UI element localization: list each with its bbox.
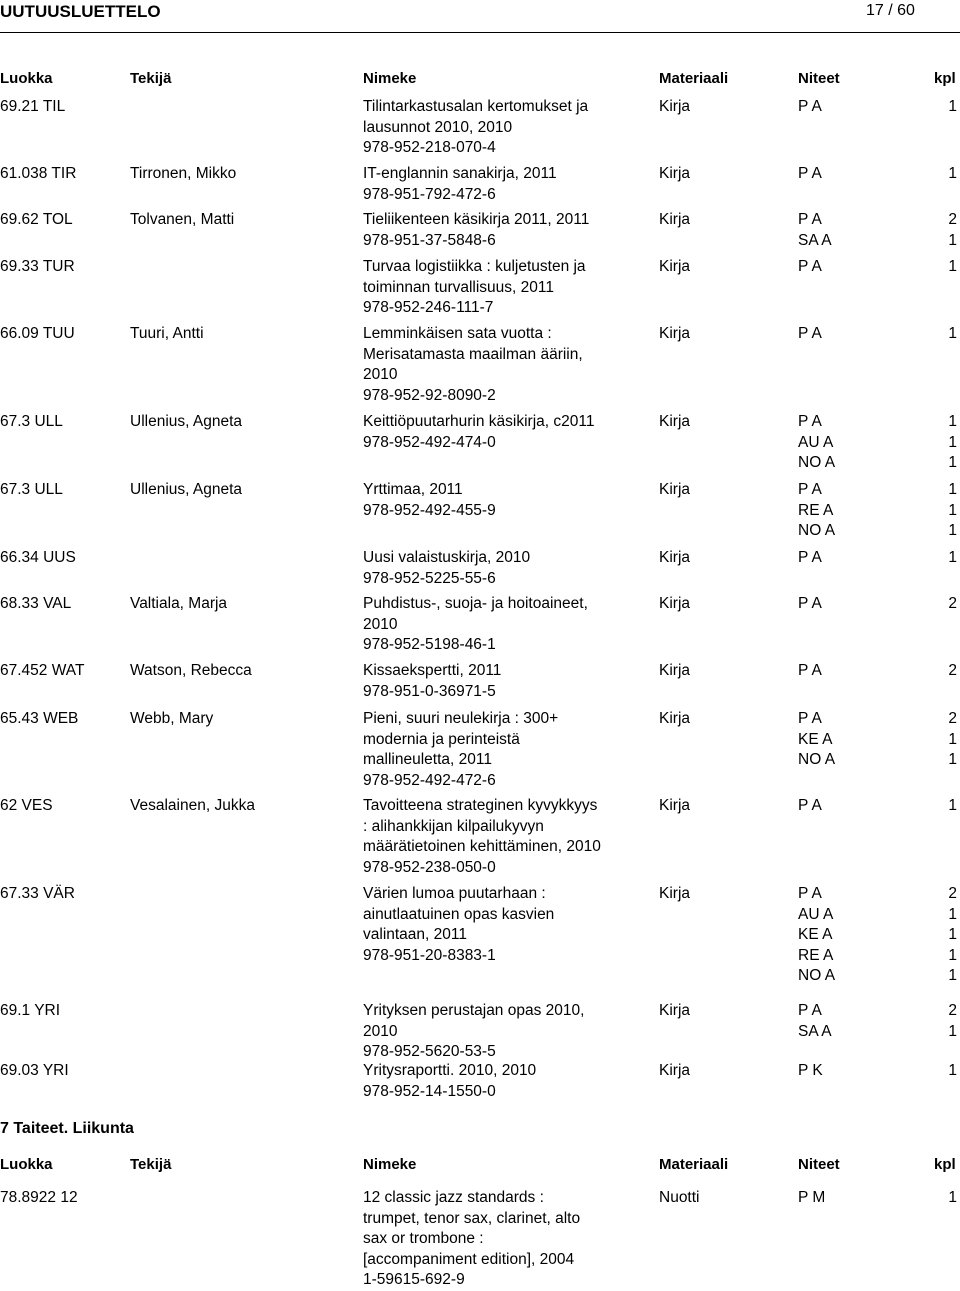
nimeke-line: 978-951-37-5848-6: [363, 231, 496, 249]
luokka-cell: 68.33 VAL: [0, 595, 72, 612]
materiaali-cell: Kirja: [659, 595, 691, 612]
kpl-line: 1: [948, 1022, 957, 1040]
niteet-line: P A: [798, 595, 822, 612]
nimeke-line: 2010: [363, 1022, 398, 1040]
nimeke-line: 978-952-492-472-6: [363, 771, 496, 789]
kpl-cell: [930, 1061, 960, 1082]
nimeke-line: trumpet, tenor sax, clarinet, alto: [363, 1209, 581, 1227]
kpl-line: 1: [948, 454, 957, 471]
kpl-line: 1: [948, 165, 957, 182]
nimeke-line: 978-951-20-8383-1: [363, 946, 496, 964]
niteet-line: KE A: [798, 926, 833, 943]
niteet-line: P A: [798, 885, 822, 902]
nimeke-cell: [363, 164, 643, 205]
materiaali-cell: Kirja: [659, 413, 691, 430]
materiaali-cell: Kirja: [659, 885, 691, 902]
niteet-line: KE A: [798, 730, 833, 748]
niteet-line: P A: [798, 413, 822, 430]
niteet-cell: [798, 480, 835, 542]
tekija-cell: Ullenius, Agneta: [130, 481, 243, 498]
niteet-cell: [798, 1061, 823, 1082]
kpl-cell: [930, 210, 960, 251]
header-luokka: Luokka: [0, 1156, 53, 1173]
nimeke-line: määrätietoinen kehittäminen, 2010: [363, 838, 601, 855]
tekija-cell: Ullenius, Agneta: [130, 413, 243, 430]
header-tekija: Tekijä: [130, 70, 172, 87]
header-materiaali: Materiaali: [659, 70, 729, 87]
nimeke-line: Tilintarkastusalan kertomukset ja: [363, 98, 589, 115]
niteet-line: P A: [798, 549, 822, 566]
kpl-line: 2: [948, 710, 957, 727]
nimeke-line: toiminnan turvallisuus, 2011: [363, 278, 554, 296]
nimeke-cell: [363, 1188, 643, 1291]
tekija-cell: Tuuri, Antti: [130, 325, 204, 342]
luokka-cell: 69.1 YRI: [0, 1002, 61, 1019]
kpl-cell: [930, 97, 960, 118]
title-rule: [0, 32, 960, 33]
kpl-line: 2: [948, 662, 957, 679]
nimeke-cell: [363, 324, 643, 406]
header-kpl: kpl: [934, 70, 956, 87]
page-number: 17 / 60: [866, 2, 915, 19]
luokka-cell: 66.34 UUS: [0, 549, 76, 566]
materiaali-cell: Kirja: [659, 325, 691, 342]
kpl-line: 2: [948, 885, 957, 902]
nimeke-line: Värien lumoa puutarhaan :: [363, 885, 546, 902]
niteet-line: P A: [798, 662, 822, 679]
luokka-cell: 61.038 TIR: [0, 165, 77, 182]
kpl-line: 2: [948, 211, 957, 228]
niteet-line: P A: [798, 325, 822, 342]
kpl-line: 1: [948, 413, 957, 430]
nimeke-line: valintaan, 2011: [363, 926, 467, 943]
materiaali-cell: Kirja: [659, 710, 691, 727]
nimeke-line: [accompaniment edition], 2004: [363, 1250, 575, 1268]
luokka-cell: 67.33 VÄR: [0, 885, 75, 902]
niteet-cell: [798, 548, 822, 569]
nimeke-cell: [363, 884, 643, 966]
materiaali-cell: Kirja: [659, 1002, 691, 1019]
luokka-cell: 67.3 ULL: [0, 413, 63, 430]
kpl-line: 1: [948, 98, 957, 115]
kpl-line: 1: [948, 433, 957, 451]
materiaali-cell: Kirja: [659, 662, 691, 679]
niteet-line: P A: [798, 797, 822, 814]
niteet-line: P A: [798, 481, 822, 498]
header-nimeke: Nimeke: [363, 1156, 417, 1173]
luokka-cell: 66.09 TUU: [0, 325, 75, 342]
niteet-line: P A: [798, 211, 822, 228]
nimeke-line: Uusi valaistuskirja, 2010: [363, 549, 531, 566]
niteet-line: P A: [798, 165, 822, 182]
nimeke-line: Tavoitteena strateginen kyvykkyys: [363, 797, 598, 814]
nimeke-line: 978-952-5620-53-5: [363, 1043, 496, 1060]
nimeke-cell: [363, 412, 643, 453]
materiaali-cell: Kirja: [659, 797, 691, 814]
luokka-cell: 69.33 TUR: [0, 258, 75, 275]
nimeke-line: 978-952-5198-46-1: [363, 636, 496, 653]
tekija-cell: Watson, Rebecca: [130, 662, 252, 679]
kpl-line: 1: [948, 1189, 957, 1206]
nimeke-line: Merisatamasta maailman ääriin,: [363, 345, 583, 363]
niteet-line: SA A: [798, 231, 832, 249]
header-niteet: Niteet: [798, 1156, 840, 1173]
niteet-cell: [798, 257, 822, 278]
materiaali-cell: Kirja: [659, 165, 691, 182]
materiaali-cell: Kirja: [659, 549, 691, 566]
nimeke-line: Lemminkäisen sata vuotta :: [363, 325, 552, 342]
nimeke-line: 2010: [363, 366, 398, 383]
table-header: [0, 70, 960, 90]
nimeke-cell: [363, 594, 643, 656]
nimeke-cell: [363, 1061, 643, 1102]
nimeke-line: Puhdistus-, suoja- ja hoitoaineet,: [363, 595, 588, 612]
luokka-cell: 67.3 ULL: [0, 481, 63, 498]
niteet-line: P M: [798, 1189, 826, 1206]
section-title: 7 Taiteet. Liikunta: [0, 1120, 134, 1137]
nimeke-line: 978-951-0-36971-5: [363, 682, 496, 700]
nimeke-line: 2010: [363, 615, 398, 633]
kpl-line: 1: [948, 730, 957, 748]
niteet-cell: [798, 594, 822, 615]
kpl-line: 1: [948, 967, 957, 984]
niteet-cell: [798, 97, 822, 118]
materiaali-cell: Kirja: [659, 1062, 691, 1079]
nimeke-line: 12 classic jazz standards :: [363, 1189, 544, 1206]
kpl-line: 1: [948, 522, 957, 539]
nimeke-line: 978-952-92-8090-2: [363, 386, 496, 404]
tekija-cell: Webb, Mary: [130, 710, 214, 727]
nimeke-line: 978-952-246-111-7: [363, 299, 494, 316]
niteet-line: P A: [798, 710, 822, 727]
nimeke-line: Yritysraportti. 2010, 2010: [363, 1062, 537, 1079]
nimeke-cell: [363, 548, 643, 589]
table-header: [0, 1156, 960, 1176]
nimeke-line: IT-englannin sanakirja, 2011: [363, 165, 557, 182]
nimeke-cell: [363, 480, 643, 521]
kpl-line: 1: [948, 325, 957, 342]
kpl-line: 2: [948, 595, 957, 612]
nimeke-line: Tieliikenteen käsikirja 2011, 2011: [363, 211, 590, 228]
luokka-cell: 69.21 TIL: [0, 98, 66, 115]
header-kpl: kpl: [934, 1156, 956, 1173]
niteet-line: P A: [798, 258, 822, 275]
kpl-cell: [930, 548, 960, 569]
niteet-line: AU A: [798, 433, 834, 451]
kpl-line: 1: [948, 231, 957, 249]
niteet-line: NO A: [798, 522, 836, 539]
nimeke-cell: [363, 661, 643, 702]
niteet-cell: [798, 412, 835, 474]
niteet-line: P A: [798, 98, 822, 115]
luokka-cell: 69.62 TOL: [0, 211, 73, 228]
materiaali-cell: Kirja: [659, 258, 691, 275]
nimeke-cell: [363, 97, 643, 159]
nimeke-line: 978-952-218-070-4: [363, 139, 496, 156]
kpl-cell: [930, 257, 960, 278]
luokka-cell: 69.03 YRI: [0, 1062, 69, 1079]
header-tekija: Tekijä: [130, 1156, 172, 1173]
kpl-line: 1: [948, 946, 957, 964]
kpl-cell: [930, 796, 960, 817]
materiaali-cell: Nuotti: [659, 1189, 700, 1206]
luokka-cell: 62 VES: [0, 797, 53, 814]
kpl-cell: [930, 412, 960, 474]
niteet-cell: [798, 884, 835, 987]
tekija-cell: Tirronen, Mikko: [130, 165, 237, 182]
nimeke-cell: [363, 257, 643, 319]
kpl-line: 1: [948, 481, 957, 498]
nimeke-cell: [363, 1001, 643, 1063]
kpl-line: 1: [948, 926, 957, 943]
tekija-cell: Valtiala, Marja: [130, 595, 228, 612]
materiaali-cell: Kirja: [659, 98, 691, 115]
kpl-line: 1: [948, 797, 957, 814]
nimeke-line: modernia ja perinteistä: [363, 730, 520, 748]
kpl-line: 2: [948, 1002, 957, 1019]
niteet-cell: [798, 796, 822, 817]
niteet-line: NO A: [798, 454, 836, 471]
kpl-cell: [930, 594, 960, 615]
materiaali-cell: Kirja: [659, 481, 691, 498]
kpl-line: 1: [948, 1062, 957, 1079]
nimeke-line: Turvaa logistiikka : kuljetusten ja: [363, 258, 586, 275]
materiaali-cell: Kirja: [659, 211, 691, 228]
kpl-line: 1: [948, 549, 957, 566]
header-materiaali: Materiaali: [659, 1156, 729, 1173]
header-luokka: Luokka: [0, 70, 53, 87]
nimeke-cell: [363, 709, 643, 791]
kpl-cell: [930, 480, 960, 542]
niteet-line: NO A: [798, 967, 836, 984]
nimeke-line: Pieni, suuri neulekirja : 300+: [363, 710, 559, 727]
niteet-cell: [798, 709, 835, 771]
nimeke-line: 1-59615-692-9: [363, 1271, 465, 1288]
nimeke-line: lausunnot 2010, 2010: [363, 118, 513, 136]
luokka-cell: 65.43 WEB: [0, 710, 79, 727]
niteet-cell: [798, 164, 822, 185]
nimeke-cell: [363, 210, 643, 251]
nimeke-line: 978-952-492-455-9: [363, 501, 496, 519]
kpl-cell: [930, 709, 960, 771]
nimeke-line: sax or trombone :: [363, 1230, 484, 1247]
niteet-cell: [798, 661, 822, 682]
nimeke-line: Yrttimaa, 2011: [363, 481, 463, 498]
luokka-cell: 67.452 WAT: [0, 662, 85, 679]
header-niteet: Niteet: [798, 70, 840, 87]
kpl-line: 1: [948, 905, 957, 923]
nimeke-line: 978-952-492-474-0: [363, 433, 496, 451]
kpl-cell: [930, 661, 960, 682]
kpl-cell: [930, 1001, 960, 1042]
niteet-line: P K: [798, 1062, 823, 1079]
kpl-cell: [930, 1188, 960, 1209]
tekija-cell: Tolvanen, Matti: [130, 211, 235, 228]
kpl-line: 1: [948, 258, 957, 275]
niteet-line: RE A: [798, 501, 834, 519]
nimeke-line: Kissaekspertti, 2011: [363, 662, 502, 679]
niteet-cell: [798, 1001, 832, 1042]
niteet-line: AU A: [798, 905, 834, 923]
nimeke-line: mallineuletta, 2011: [363, 751, 492, 768]
nimeke-line: : alihankkijan kilpailukyvyn: [363, 817, 544, 835]
tekija-cell: Vesalainen, Jukka: [130, 797, 255, 814]
niteet-cell: [798, 210, 832, 251]
nimeke-cell: [363, 796, 643, 878]
niteet-cell: [798, 1188, 825, 1209]
kpl-cell: [930, 324, 960, 345]
niteet-line: RE A: [798, 946, 834, 964]
niteet-line: SA A: [798, 1022, 832, 1040]
nimeke-line: ainutlaatuinen opas kasvien: [363, 905, 555, 923]
kpl-cell: [930, 884, 960, 987]
kpl-line: 1: [948, 501, 957, 519]
luokka-cell: 78.8922 12: [0, 1189, 78, 1206]
kpl-line: 1: [948, 751, 957, 768]
nimeke-line: 978-952-238-050-0: [363, 858, 496, 876]
niteet-line: P A: [798, 1002, 822, 1019]
nimeke-line: 978-952-14-1550-0: [363, 1082, 496, 1100]
niteet-cell: [798, 324, 822, 345]
nimeke-line: 978-951-792-472-6: [363, 185, 496, 203]
nimeke-line: Yrityksen perustajan opas 2010,: [363, 1002, 585, 1019]
header-nimeke: Nimeke: [363, 70, 417, 87]
kpl-cell: [930, 164, 960, 185]
nimeke-line: 978-952-5225-55-6: [363, 569, 496, 587]
page-title: UUTUUSLUETTELO: [0, 2, 161, 21]
niteet-line: NO A: [798, 751, 836, 768]
nimeke-line: Keittiöpuutarhurin käsikirja, c2011: [363, 413, 595, 430]
